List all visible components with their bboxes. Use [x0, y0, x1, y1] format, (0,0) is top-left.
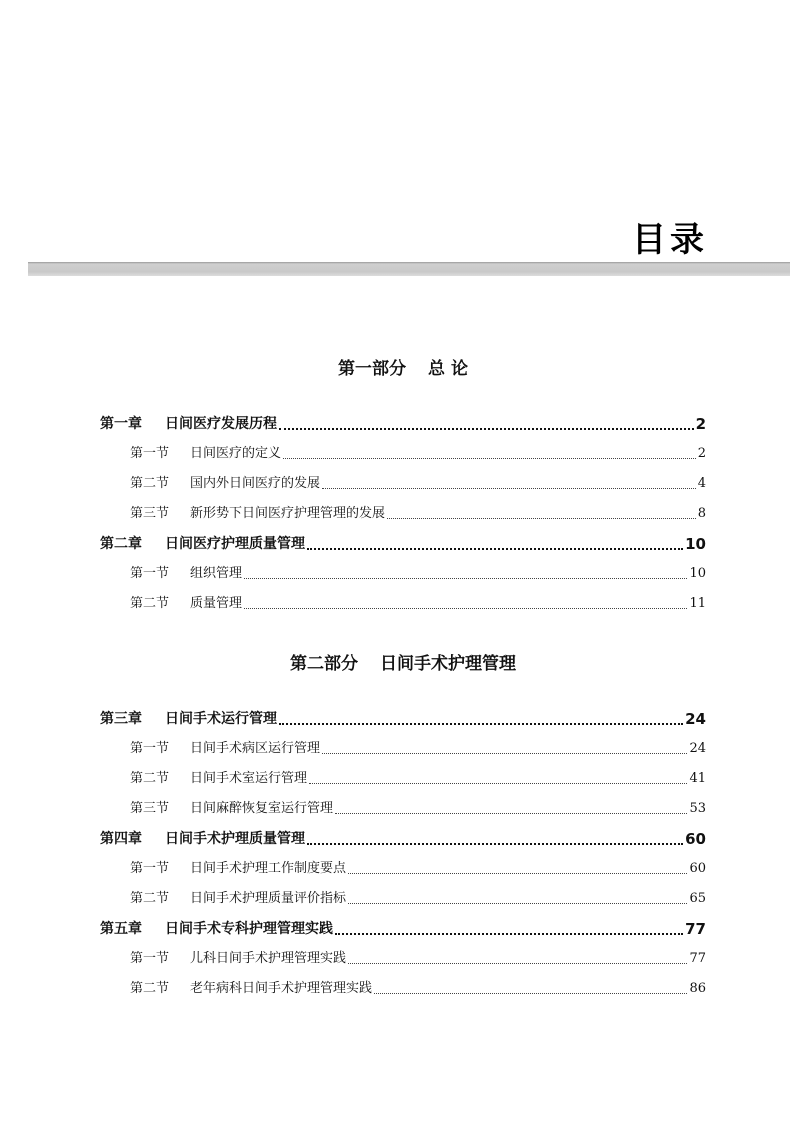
page-number: 65: [689, 891, 706, 906]
toc-section-entry[interactable]: [100, 734, 706, 764]
chapter-title: 日间手术护理质量管理: [165, 831, 305, 847]
dot-leader: [279, 723, 683, 725]
table-of-contents: [100, 354, 706, 1004]
section-title: 日间手术病区运行管理: [190, 741, 321, 756]
section-label: 第一节: [130, 566, 170, 581]
page-number: 10: [685, 535, 706, 553]
page-number: 41: [689, 771, 706, 786]
chapter-label: 第三章: [100, 711, 142, 727]
toc-section-entry[interactable]: [100, 589, 706, 619]
page-number: 77: [689, 951, 706, 966]
part-heading: [100, 354, 706, 384]
dot-leader: [279, 428, 694, 430]
section-label: 第一节: [130, 446, 170, 461]
chapter-title: 日间医疗护理质量管理: [165, 536, 305, 552]
section-label: 第二节: [130, 771, 170, 786]
dot-leader: [244, 608, 687, 609]
page-number: 4: [697, 476, 706, 491]
page-number: 60: [689, 861, 706, 876]
dot-leader: [348, 873, 687, 874]
page-number: 60: [685, 830, 706, 848]
page-number: 10: [689, 566, 706, 581]
toc-chapter-entry[interactable]: [100, 914, 706, 944]
section-title: 日间麻醉恢复室运行管理: [190, 801, 334, 816]
toc-section-entry[interactable]: [100, 764, 706, 794]
page-title: 目录: [632, 220, 708, 260]
chapter-title: 日间医疗发展历程: [165, 416, 277, 432]
dot-leader: [244, 578, 687, 579]
page-number: 11: [689, 596, 706, 611]
part-title: 日间手术护理管理: [380, 654, 516, 674]
toc-chapter-entry[interactable]: [100, 529, 706, 559]
toc-section-entry[interactable]: [100, 469, 706, 499]
section-label: 第一节: [130, 741, 170, 756]
part-number: 第一部分: [338, 359, 407, 379]
section-title: 质量管理: [190, 596, 243, 611]
section-title: 组织管理: [190, 566, 243, 581]
page-number: 24: [685, 710, 706, 728]
section-label: 第一节: [130, 951, 170, 966]
chapter-label: 第四章: [100, 831, 142, 847]
toc-section-entry[interactable]: [100, 439, 706, 469]
title-divider-bar: [28, 262, 790, 276]
toc-chapter-entry[interactable]: [100, 824, 706, 854]
toc-section-entry[interactable]: [100, 884, 706, 914]
chapter-label: 第一章: [100, 416, 142, 432]
toc-section-entry[interactable]: [100, 854, 706, 884]
dot-leader: [387, 518, 696, 519]
toc-section-entry[interactable]: [100, 974, 706, 1004]
section-title: 新形势下日间医疗护理管理的发展: [190, 506, 386, 521]
section-label: 第三节: [130, 506, 170, 521]
toc-section-entry[interactable]: [100, 794, 706, 824]
chapter-label: 第二章: [100, 536, 142, 552]
page-number: 77: [685, 920, 706, 938]
page-number: 8: [697, 506, 706, 521]
dot-leader: [307, 843, 683, 845]
dot-leader: [322, 753, 687, 754]
section-title: 国内外日间医疗的发展: [190, 476, 321, 491]
dot-leader: [322, 488, 696, 489]
dot-leader: [335, 933, 683, 935]
toc-section-entry[interactable]: [100, 499, 706, 529]
dot-leader: [348, 963, 687, 964]
page-number: 2: [695, 415, 706, 433]
toc-chapter-entry[interactable]: [100, 409, 706, 439]
dot-leader: [335, 813, 687, 814]
chapter-title: 日间手术专科护理管理实践: [165, 921, 333, 937]
dot-leader: [283, 458, 696, 459]
part-number: 第二部分: [290, 654, 358, 674]
toc-section-entry[interactable]: [100, 944, 706, 974]
toc-section-entry[interactable]: [100, 559, 706, 589]
section-label: 第二节: [130, 981, 170, 996]
section-label: 第一节: [130, 861, 170, 876]
section-label: 第三节: [130, 801, 170, 816]
page-number: 2: [697, 446, 706, 461]
page-number: 24: [689, 741, 706, 756]
section-title: 日间手术护理工作制度要点: [190, 861, 347, 876]
toc-chapter-entry[interactable]: [100, 704, 706, 734]
part-heading: [100, 649, 706, 679]
page-number: 53: [689, 801, 706, 816]
section-title: 儿科日间手术护理管理实践: [190, 951, 347, 966]
section-label: 第二节: [130, 891, 170, 906]
dot-leader: [309, 783, 687, 784]
dot-leader: [348, 903, 687, 904]
section-title: 日间医疗的定义: [190, 446, 282, 461]
dot-leader: [307, 548, 683, 550]
chapter-label: 第五章: [100, 921, 142, 937]
section-label: 第二节: [130, 476, 170, 491]
page-number: 86: [689, 981, 706, 996]
dot-leader: [374, 993, 687, 994]
section-title: 日间手术室运行管理: [190, 771, 308, 786]
section-label: 第二节: [130, 596, 170, 611]
section-title: 日间手术护理质量评价指标: [190, 891, 347, 906]
section-title: 老年病科日间手术护理管理实践: [190, 981, 373, 996]
part-title: 总 论: [428, 359, 468, 379]
chapter-title: 日间手术运行管理: [165, 711, 277, 727]
